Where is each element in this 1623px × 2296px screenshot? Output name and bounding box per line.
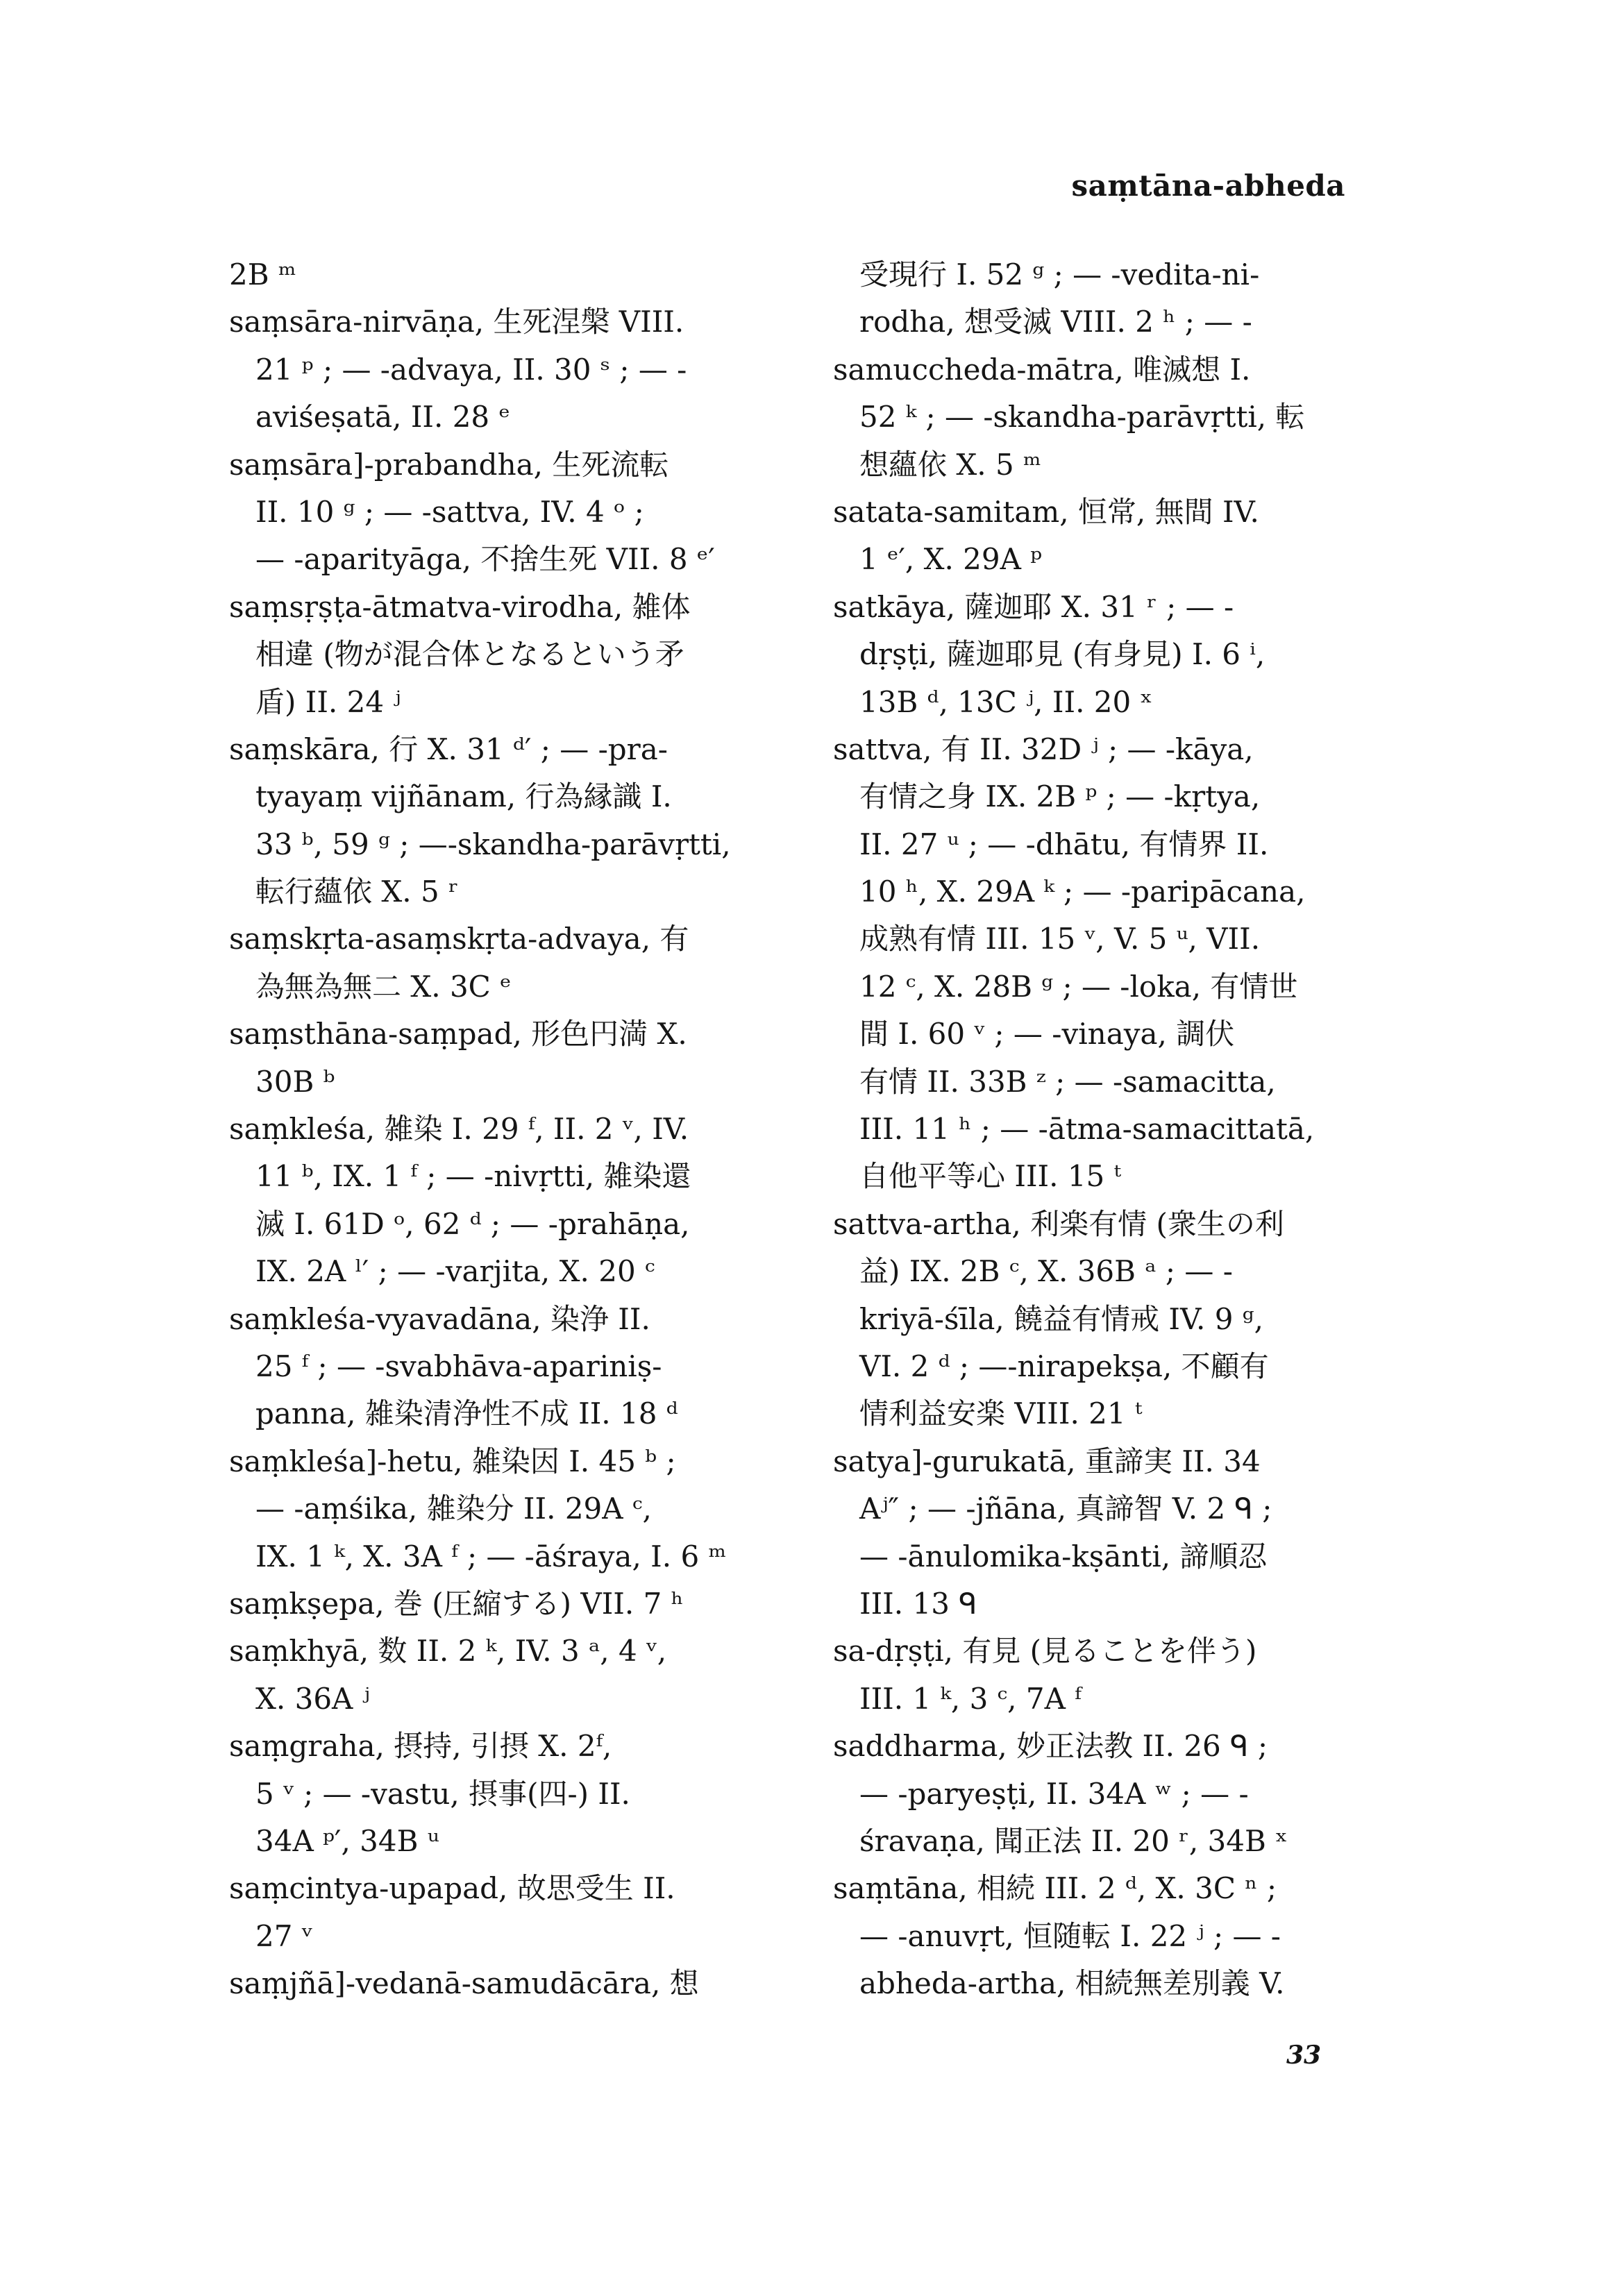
index-line: saddharma, 妙正法教 II. 26 ᑫ ; bbox=[833, 1729, 1268, 1764]
index-line: — -paryeṣṭi, II. 34A ʷ ; — - bbox=[859, 1776, 1249, 1811]
index-line: 盾) II. 24 ʲ bbox=[255, 684, 401, 719]
index-line: — -anuvṛt, 恒随転 I. 22 ʲ ; — - bbox=[859, 1918, 1281, 1953]
index-line: 受現行 I. 52 ᵍ ; — -vedita-ni- bbox=[859, 258, 1260, 292]
index-line: 52 ᵏ ; — -skandha-parāvṛtti, 転 bbox=[859, 400, 1305, 434]
index-line: dṛṣṭi, 薩迦耶見 (有身見) I. 6 ⁱ, bbox=[859, 637, 1265, 672]
index-line: abheda-artha, 相続無差別義 V. bbox=[859, 1966, 1285, 2001]
index-line: 10 ʰ, X. 29A ᵏ ; — -paripācana, bbox=[859, 875, 1306, 909]
index-line: II. 27 ᵘ ; — -dhātu, 有情界 II. bbox=[859, 827, 1269, 861]
index-line: 有情 II. 33B ᶻ ; — -samacitta, bbox=[859, 1064, 1276, 1099]
index-line: sattva-artha, 利楽有情 (衆生の利 bbox=[833, 1206, 1284, 1241]
index-line: 自他平等心 III. 15 ᵗ bbox=[859, 1159, 1121, 1194]
index-line: 2B ᵐ bbox=[229, 258, 296, 292]
index-line: III. 11 ʰ ; — -ātma-samacittatā, bbox=[859, 1112, 1315, 1147]
index-line: 11 ᵇ, IX. 1 ᶠ ; — -nivṛtti, 雑染還 bbox=[255, 1159, 691, 1194]
index-line: saṃtāna, 相続 III. 2 ᵈ, X. 3C ⁿ ; bbox=[833, 1871, 1277, 1906]
index-line: 益) IX. 2B ᶜ, X. 36B ᵃ ; — - bbox=[859, 1254, 1233, 1289]
index-line: saṃjñā]-vedanā-samudācāra, 想 bbox=[229, 1966, 699, 2001]
index-line: saṃcintya-upapad, 故思受生 II. bbox=[229, 1871, 675, 1906]
index-line: IX. 2A ˡ′ ; — -varjita, X. 20 ᶜ bbox=[255, 1254, 655, 1289]
index-line: tyayaṃ vijñānam, 行為縁識 I. bbox=[255, 779, 672, 814]
index-line: 間 I. 60 ᵛ ; — -vinaya, 調伏 bbox=[859, 1017, 1235, 1052]
index-line: 12 ᶜ, X. 28B ᵍ ; — -loka, 有情世 bbox=[859, 969, 1298, 1004]
index-line: VI. 2 ᵈ ; —-nirapekṣa, 不顧有 bbox=[859, 1349, 1269, 1383]
index-line: saṃkleśa-vyavadāna, 染浄 II. bbox=[229, 1301, 650, 1336]
index-line: — -aparityāga, 不捨生死 VII. 8 ᵉ′ bbox=[255, 542, 715, 577]
index-line: saṃskṛta-asaṃskṛta-advaya, 有 bbox=[229, 922, 689, 956]
index-line: saṃsāra]-prabandha, 生死流転 bbox=[229, 447, 669, 482]
index-line: 25 ᶠ ; — -svabhāva-apariniṣ- bbox=[255, 1349, 662, 1383]
index-line: II. 10 ᵍ ; — -sattva, IV. 4 ᵒ ; bbox=[255, 494, 644, 529]
index-line: 転行蘊依 X. 5 ʳ bbox=[255, 875, 459, 909]
index-line: III. 13 ᑫ bbox=[859, 1586, 977, 1621]
index-line: 34A ᵖ′, 34B ᵘ bbox=[255, 1823, 439, 1858]
index-line: rodha, 想受滅 VIII. 2 ʰ ; — - bbox=[859, 305, 1252, 339]
left-column bbox=[229, 251, 793, 2007]
index-line: kriyā-śīla, 饒益有情戒 IV. 9 ᵍ, bbox=[859, 1301, 1263, 1336]
index-line: — -ānulomika-kṣānti, 諦順忍 bbox=[859, 1539, 1268, 1573]
index-line: saṃgraha, 摂持, 引摂 X. 2ᶠ, bbox=[229, 1729, 612, 1764]
index-line: samuccheda-mātra, 唯滅想 I. bbox=[833, 352, 1251, 387]
index-line: sa-dṛṣṭi, 有見 (見ることを伴う) bbox=[833, 1634, 1257, 1669]
index-line: 想蘊依 X. 5 ᵐ bbox=[859, 447, 1041, 482]
index-line: aviśeṣatā, II. 28 ᵉ bbox=[255, 400, 510, 434]
index-line: III. 1 ᵏ, 3 ᶜ, 7A ᶠ bbox=[859, 1681, 1082, 1716]
index-line: — -aṃśika, 雑染分 II. 29A ᶜ, bbox=[255, 1492, 652, 1526]
index-line: 1 ᵉ′, X. 29A ᵖ bbox=[859, 542, 1043, 577]
index-line: saṃkhyā, 数 II. 2 ᵏ, IV. 3 ᵃ, 4 ᵛ, bbox=[229, 1634, 667, 1669]
index-line: 成熟有情 III. 15 ᵛ, V. 5 ᵘ, VII. bbox=[859, 922, 1261, 956]
index-line: śravaṇa, 聞正法 II. 20 ʳ, 34B ˣ bbox=[859, 1823, 1288, 1858]
index-line: 5 ᵛ ; — -vastu, 摂事(四-) II. bbox=[255, 1776, 630, 1811]
index-line: 30B ᵇ bbox=[255, 1064, 335, 1099]
right-column bbox=[833, 251, 1397, 2007]
index-line: 13B ᵈ, 13C ʲ, II. 20 ˣ bbox=[859, 684, 1153, 719]
running-head: saṃtāna-abheda bbox=[1071, 169, 1345, 203]
index-line: 為無為無二 X. 3C ᵉ bbox=[255, 969, 512, 1004]
index-line: 21 ᵖ ; — -advaya, II. 30 ˢ ; — - bbox=[255, 352, 687, 387]
index-line: saṃsṛṣṭa-ātmatva-virodha, 雑体 bbox=[229, 589, 691, 624]
index-line: saṃkṣepa, 巻 (圧縮する) VII. 7 ʰ bbox=[229, 1586, 684, 1621]
index-line: sattva, 有 II. 32D ʲ ; — -kāya, bbox=[833, 732, 1254, 766]
page-number: 33 bbox=[1286, 2041, 1322, 2070]
index-line: panna, 雑染清浄性不成 II. 18 ᵈ bbox=[255, 1396, 678, 1431]
index-line: 27 ᵛ bbox=[255, 1918, 313, 1953]
index-line: 情利益安楽 VIII. 21 ᵗ bbox=[859, 1396, 1143, 1431]
index-line: 有情之身 IX. 2B ᵖ ; — -kṛtya, bbox=[859, 779, 1261, 814]
index-line: saṃsthāna-saṃpad, 形色円満 X. bbox=[229, 1017, 687, 1052]
index-line: saṃkleśa, 雑染 I. 29 ᶠ, II. 2 ᵛ, IV. bbox=[229, 1112, 689, 1147]
index-line: IX. 1 ᵏ, X. 3A ᶠ ; — -āśraya, I. 6 ᵐ bbox=[255, 1539, 727, 1573]
index-line: saṃsāra-nirvāṇa, 生死涅槃 VIII. bbox=[229, 305, 684, 339]
index-line: satkāya, 薩迦耶 X. 31 ʳ ; — - bbox=[833, 589, 1234, 624]
index-line: 相違 (物が混合体となるという矛 bbox=[255, 637, 684, 672]
index-line: satata-samitam, 恒常, 無間 IV. bbox=[833, 494, 1259, 529]
index-line: 33 ᵇ, 59 ᵍ ; —-skandha-parāvṛtti, bbox=[255, 827, 731, 861]
index-line: 滅 I. 61D ᵒ, 62 ᵈ ; — -prahāṇa, bbox=[255, 1206, 690, 1241]
index-line: X. 36A ʲ bbox=[255, 1681, 370, 1716]
index-line: saṃkleśa]-hetu, 雑染因 I. 45 ᵇ ; bbox=[229, 1444, 676, 1478]
index-line: saṃskāra, 行 X. 31 ᵈ′ ; — -pra- bbox=[229, 732, 668, 766]
index-line: Aʲ″ ; — -jñāna, 真諦智 V. 2 ᑫ ; bbox=[859, 1492, 1272, 1526]
index-line: satya]-gurukatā, 重諦実 II. 34 bbox=[833, 1444, 1261, 1478]
